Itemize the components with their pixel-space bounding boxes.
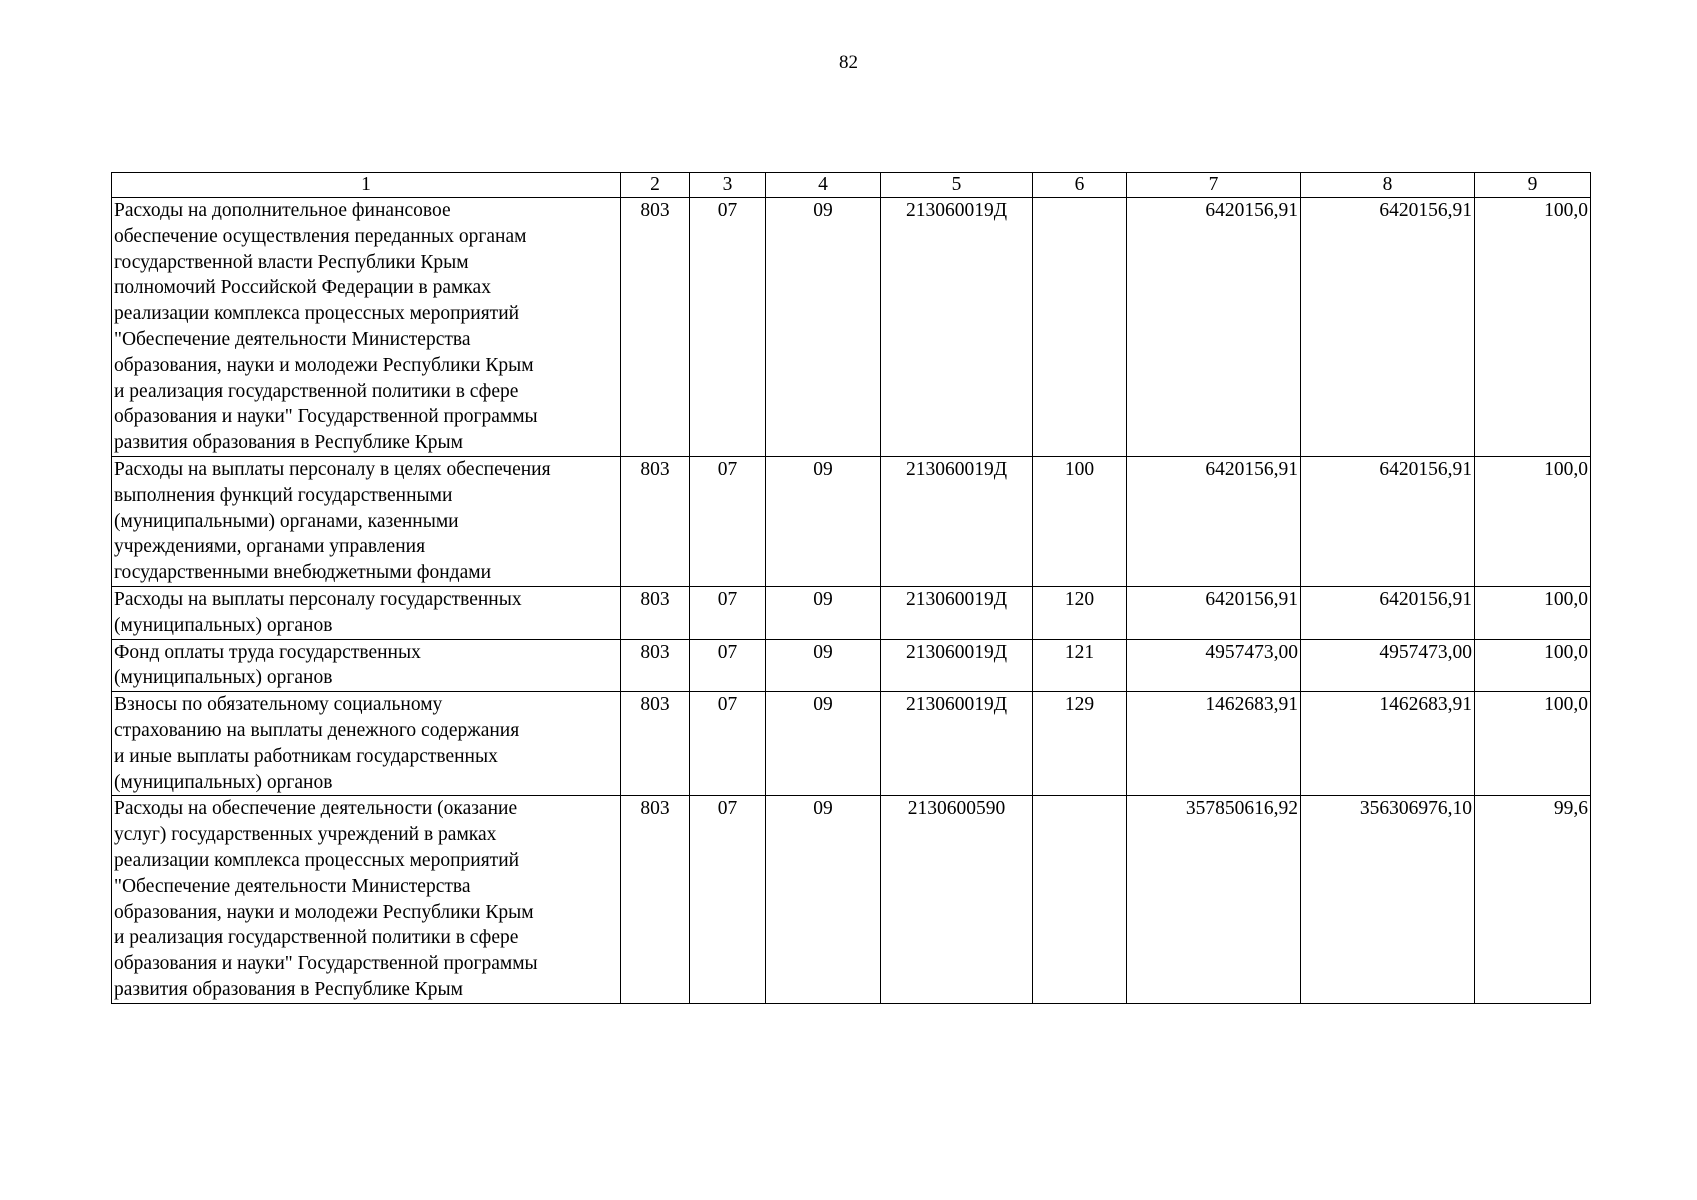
execution-percent: 100,0: [1475, 456, 1591, 586]
table-row: [112, 586, 1591, 639]
ministry-code: 803: [621, 456, 690, 586]
subsection-code: 09: [766, 586, 881, 639]
expense-type-code: 121: [1033, 639, 1127, 692]
section-code: 07: [690, 692, 766, 796]
subsection-code: 09: [766, 198, 881, 457]
column-header: 4: [766, 173, 881, 198]
planned-amount: 6420156,91: [1127, 586, 1301, 639]
planned-amount: 6420156,91: [1127, 198, 1301, 457]
section-code: 07: [690, 198, 766, 457]
target-article-code: 2130600590: [881, 796, 1033, 1003]
subsection-code: 09: [766, 639, 881, 692]
actual-amount: 4957473,00: [1301, 639, 1475, 692]
column-header: 7: [1127, 173, 1301, 198]
actual-amount: 6420156,91: [1301, 586, 1475, 639]
expense-name: Фонд оплаты труда государственных (муниципальных) органов: [112, 639, 621, 692]
target-article-code: 213060019Д: [881, 639, 1033, 692]
planned-amount: 357850616,92: [1127, 796, 1301, 1003]
column-header: 6: [1033, 173, 1127, 198]
expense-name: Расходы на выплаты персоналу государственных (муниципальных) органов: [112, 586, 621, 639]
actual-amount: 1462683,91: [1301, 692, 1475, 796]
actual-amount: 356306976,10: [1301, 796, 1475, 1003]
execution-percent: 100,0: [1475, 198, 1591, 457]
ministry-code: 803: [621, 639, 690, 692]
target-article-code: 213060019Д: [881, 456, 1033, 586]
subsection-code: 09: [766, 796, 881, 1003]
header-row: [112, 173, 1591, 198]
table-row: [112, 456, 1591, 586]
actual-amount: 6420156,91: [1301, 456, 1475, 586]
expense-type-code: [1033, 198, 1127, 457]
execution-percent: 100,0: [1475, 692, 1591, 796]
table-row: [112, 198, 1591, 457]
expense-type-code: 100: [1033, 456, 1127, 586]
ministry-code: 803: [621, 586, 690, 639]
table-row: [112, 692, 1591, 796]
table-row: [112, 796, 1591, 1003]
execution-percent: 100,0: [1475, 639, 1591, 692]
expense-type-code: 120: [1033, 586, 1127, 639]
table-row: [112, 639, 1591, 692]
execution-percent: 99,6: [1475, 796, 1591, 1003]
ministry-code: 803: [621, 692, 690, 796]
section-code: 07: [690, 796, 766, 1003]
target-article-code: 213060019Д: [881, 586, 1033, 639]
column-header: 9: [1475, 173, 1591, 198]
section-code: 07: [690, 456, 766, 586]
section-code: 07: [690, 586, 766, 639]
expense-name: Взносы по обязательному социальному страхованию на выплаты денежного содержания и иные выплаты работникам государственных (муниципальных) органов: [112, 692, 621, 796]
page-number: 82: [839, 52, 858, 73]
section-code: 07: [690, 639, 766, 692]
column-header: 8: [1301, 173, 1475, 198]
subsection-code: 09: [766, 692, 881, 796]
column-header: 3: [690, 173, 766, 198]
ministry-code: 803: [621, 796, 690, 1003]
planned-amount: 1462683,91: [1127, 692, 1301, 796]
planned-amount: 6420156,91: [1127, 456, 1301, 586]
execution-percent: 100,0: [1475, 586, 1591, 639]
column-header: 1: [112, 173, 621, 198]
planned-amount: 4957473,00: [1127, 639, 1301, 692]
expense-name: Расходы на выплаты персоналу в целях обеспечения выполнения функций государственными (муниципальными) органами, казенными учреждениями, органами управления государственными внебюджетными фондами: [112, 456, 621, 586]
expense-name: Расходы на обеспечение деятельности (оказание услуг) государственных учреждений в рамках реализации комплекса процессных мероприятий "Обеспечение деятельности Министерства образования, науки и молодежи Республики Крым и реализация государственной политики в сфере образования и науки" Государственной программы развития образования в Республике Крым: [112, 796, 621, 1003]
ministry-code: 803: [621, 198, 690, 457]
column-header: 2: [621, 173, 690, 198]
expense-type-code: 129: [1033, 692, 1127, 796]
target-article-code: 213060019Д: [881, 198, 1033, 457]
budget-table: [111, 172, 1591, 1004]
expense-type-code: [1033, 796, 1127, 1003]
actual-amount: 6420156,91: [1301, 198, 1475, 457]
column-header: 5: [881, 173, 1033, 198]
target-article-code: 213060019Д: [881, 692, 1033, 796]
subsection-code: 09: [766, 456, 881, 586]
expense-name: Расходы на дополнительное финансовое обеспечение осуществления переданных органам государственной власти Республики Крым полномочий Российской Федерации в рамках реализации комплекса процессных мероприятий "Обеспечение деятельности Министерства образования, науки и молодежи Республики Крым и реализация государственной политики в сфере образования и науки" Государственной программы развития образования в Республике Крым: [112, 198, 621, 457]
